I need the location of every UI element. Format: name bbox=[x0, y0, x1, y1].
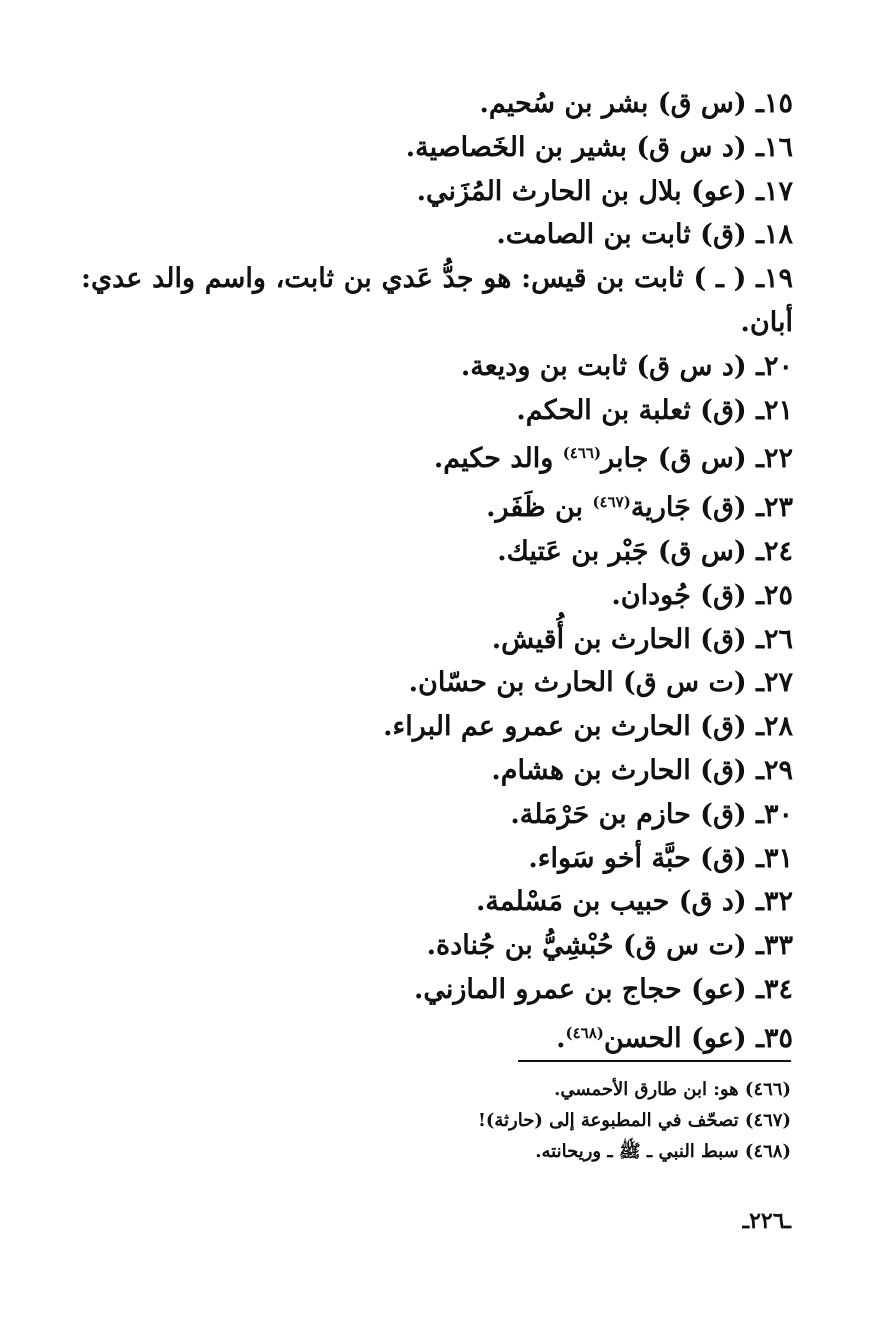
entry-text: . bbox=[556, 1022, 566, 1054]
list-item: ٣٤ـ (عو) حجاج بن عمرو المازني. bbox=[413, 973, 793, 1005]
list-item: ٢٨ـ (ق) الحارث بن عمرو عم البراء. bbox=[383, 711, 793, 743]
list-item: ١٨ـ (ق) ثابت بن الصامت. bbox=[496, 219, 793, 251]
list-item: ٢٥ـ (ق) جُودان. bbox=[611, 579, 793, 611]
footnote-reference[interactable]: (٤٦٨) bbox=[565, 1023, 604, 1042]
footnote-reference[interactable]: (٤٦٦) bbox=[562, 444, 602, 463]
list-item: ٢٦ـ (ق) الحارث بن أُقيش. bbox=[491, 623, 793, 655]
list-item: ٣١ـ (ق) حبَّة أخو سَواء. bbox=[528, 842, 793, 874]
list-item: ٢٠ـ (د س ق) ثابت بن وديعة. bbox=[460, 350, 793, 382]
footnote: (٤٦٧) تصحّف في المطبوعة إلى (حارثة)! bbox=[477, 1110, 791, 1131]
footnote: (٤٦٨) سبط النبي ـ ﷺ ـ وريحانته. bbox=[535, 1141, 791, 1162]
narrator-list bbox=[81, 82, 793, 1061]
list-item: ٢٧ـ (ت س ق) الحارث بن حسّان. bbox=[408, 667, 793, 699]
list-item: ١٦ـ (د س ق) بشير بن الخَصاصية. bbox=[405, 131, 793, 163]
list-item bbox=[81, 432, 793, 481]
list-item: ٣٣ـ (ت س ق) حُبْشِيُّ بن جُنادة. bbox=[426, 930, 793, 962]
list-item: ١٥ـ (س ق) بشر بن سُحيم. bbox=[479, 88, 793, 119]
list-item bbox=[81, 481, 793, 530]
footnotes bbox=[291, 1074, 791, 1167]
entry-text: ٢٢ـ (س ق) جابر bbox=[601, 443, 793, 475]
footnote-divider bbox=[518, 1060, 791, 1062]
footnote: (٤٦٦) هو: ابن طارق الأحمسي. bbox=[554, 1079, 791, 1100]
list-item: ١٧ـ (عو) بلال بن الحارث المُزَني. bbox=[416, 175, 793, 207]
entry-text: والد حكيم. bbox=[433, 443, 563, 475]
page-number: ـ٢٢٦ـ bbox=[742, 1208, 791, 1234]
entry-text: ٢٣ـ (ق) جَارية bbox=[630, 492, 793, 524]
entry-text: ٣٥ـ (عو) الحسن bbox=[603, 1022, 793, 1054]
list-item: ٢١ـ (ق) ثعلبة بن الحكم. bbox=[516, 394, 793, 426]
entry-text: بن ظَفَر. bbox=[486, 492, 593, 524]
list-item: ٢٤ـ (س ق) جَبْر بن عَتيك. bbox=[497, 535, 793, 567]
list-item: ٣٠ـ (ق) حازم بن حَرْمَلة. bbox=[510, 798, 793, 830]
footnote-reference[interactable]: (٤٦٧) bbox=[592, 493, 631, 512]
list-item: ١٩ـ ( ـ ) ثابت بن قيس: هو جدُّ عَدي بن ثابت، واسم والد عدي: أبان. bbox=[81, 263, 793, 338]
list-item bbox=[81, 1012, 793, 1061]
list-item: ٣٢ـ (د ق) حبيب بن مَسْلمة. bbox=[476, 886, 793, 918]
list-item: ٢٩ـ (ق) الحارث بن هشام. bbox=[491, 754, 793, 786]
